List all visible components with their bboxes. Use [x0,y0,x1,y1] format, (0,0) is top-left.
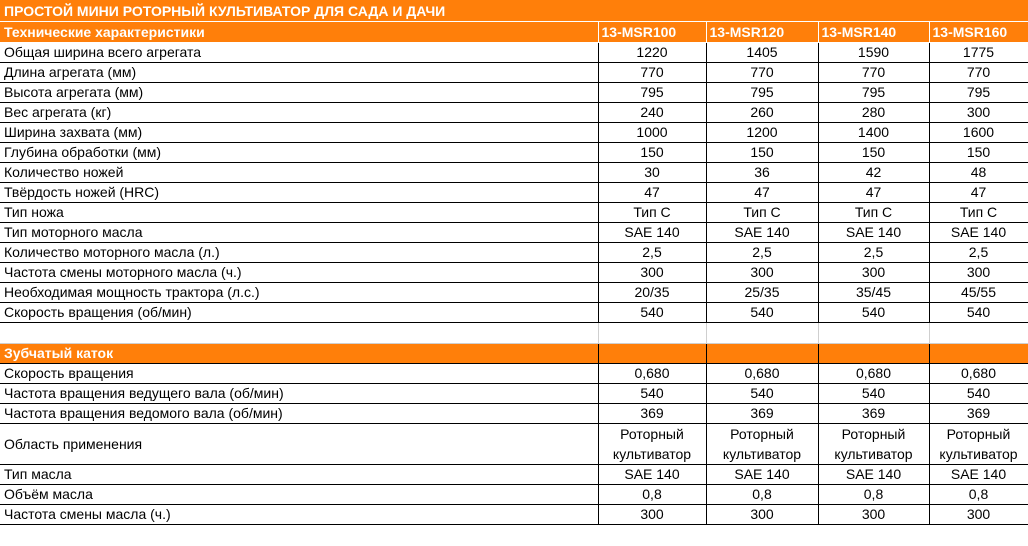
table-row [0,242,1028,262]
roller-rows [0,363,1028,524]
value-cell: 1600 [929,122,1028,142]
row-label: Количество моторного масла (л.) [0,242,598,262]
value-cell: 0,8 [929,484,1028,504]
value-cell: 150 [706,142,818,162]
value-cell: 795 [706,82,818,102]
row-label: Тип моторного масла [0,222,598,242]
value-cell: 1000 [598,122,706,142]
value-cell: 47 [598,182,706,202]
value-cell: 300 [706,262,818,282]
value-cell: 0,8 [598,484,706,504]
table-row [0,82,1028,102]
value-cell: 280 [818,102,929,122]
value-cell: 2,5 [818,242,929,262]
value-cell: 369 [929,403,1028,423]
row-label: Необходимая мощность трактора (л.с.) [0,282,598,302]
table-row [0,142,1028,162]
value-cell: Роторный культиватор [706,423,818,464]
model-header: 13-MSR140 [818,22,929,42]
table-row [0,302,1028,322]
table-row [0,363,1028,383]
table-row [0,62,1028,82]
row-label: Частота вращения ведомого вала (об/мин) [0,403,598,423]
value-cell: 0,8 [818,484,929,504]
value-cell: Тип С [818,202,929,222]
spacer-group [0,322,1028,363]
value-cell: 770 [598,62,706,82]
value-cell: 47 [706,182,818,202]
value-cell: 369 [598,403,706,423]
value-cell: 1405 [706,42,818,62]
table-row [0,504,1028,524]
table-row [0,262,1028,282]
row-label: Ширина захвата (мм) [0,122,598,142]
value-cell: 0,680 [598,363,706,383]
value-cell: 300 [818,504,929,524]
table-row [0,202,1028,222]
value-cell: SAE 140 [929,222,1028,242]
value-cell: SAE 140 [929,464,1028,484]
row-label: Общая ширина всего агрегата [0,42,598,62]
model-header: 13-MSR120 [706,22,818,42]
value-cell: 0,680 [706,363,818,383]
value-cell: 1200 [706,122,818,142]
value-cell: 770 [706,62,818,82]
model-header: 13-MSR100 [598,22,706,42]
row-label: Тип ножа [0,202,598,222]
table-row [0,122,1028,142]
spec-table [0,22,1028,525]
value-cell: 150 [929,142,1028,162]
row-label: Частота смены масла (ч.) [0,504,598,524]
value-cell: 540 [818,302,929,322]
value-cell: Роторный культиватор [598,423,706,464]
header-label: Технические характеристики [0,22,598,42]
value-cell: 300 [706,504,818,524]
value-cell: 42 [818,162,929,182]
model-header: 13-MSR160 [929,22,1028,42]
table-row [0,464,1028,484]
value-cell: Тип С [706,202,818,222]
value-cell: Роторный культиватор [818,423,929,464]
value-cell: Роторный культиватор [929,423,1028,464]
row-label: Скорость вращения [0,363,598,383]
value-cell: 300 [929,262,1028,282]
value-cell: 540 [598,383,706,403]
value-cell: 0,680 [929,363,1028,383]
value-cell: 300 [929,504,1028,524]
value-cell: 540 [706,302,818,322]
value-cell: 1400 [818,122,929,142]
spacer-row [0,322,1028,343]
value-cell: 25/35 [706,282,818,302]
value-cell: 540 [706,383,818,403]
value-cell: SAE 140 [706,222,818,242]
value-cell: 240 [598,102,706,122]
value-cell: 47 [929,182,1028,202]
table-row [0,162,1028,182]
value-cell: 36 [706,162,818,182]
value-cell: 540 [598,302,706,322]
value-cell: 35/45 [818,282,929,302]
value-cell: 300 [598,262,706,282]
value-cell: 150 [818,142,929,162]
row-label: Глубина обработки (мм) [0,142,598,162]
value-cell: SAE 140 [706,464,818,484]
value-cell: 2,5 [706,242,818,262]
value-cell: 540 [929,302,1028,322]
value-cell: 540 [818,383,929,403]
table-row [0,383,1028,403]
value-cell: 369 [818,403,929,423]
row-label: Высота агрегата (мм) [0,82,598,102]
row-label: Частота вращения ведущего вала (об/мин) [0,383,598,403]
table-row [0,42,1028,62]
table-row [0,182,1028,202]
row-label: Длина агрегата (мм) [0,62,598,82]
table-row [0,403,1028,423]
table-row [0,484,1028,504]
row-label: Количество ножей [0,162,598,182]
value-cell: 369 [706,403,818,423]
row-label: Частота смены моторного масла (ч.) [0,262,598,282]
value-cell: 1775 [929,42,1028,62]
table-row [0,282,1028,302]
row-label: Твёрдость ножей (HRC) [0,182,598,202]
value-cell: 540 [929,383,1028,403]
value-cell: 48 [929,162,1028,182]
value-cell: 300 [598,504,706,524]
value-cell: SAE 140 [818,464,929,484]
value-cell: 1220 [598,42,706,62]
row-label: Объём масла [0,484,598,504]
row-label: Область применения [0,423,598,464]
value-cell: 1590 [818,42,929,62]
value-cell: 795 [818,82,929,102]
value-cell: 45/55 [929,282,1028,302]
table-row [0,423,1028,464]
section-header: Зубчатый каток [0,343,598,363]
value-cell: SAE 140 [598,222,706,242]
value-cell: 2,5 [598,242,706,262]
value-cell: 150 [598,142,706,162]
value-cell: Тип С [929,202,1028,222]
value-cell: 2,5 [929,242,1028,262]
value-cell: 30 [598,162,706,182]
value-cell: 770 [929,62,1028,82]
value-cell: 795 [929,82,1028,102]
value-cell: 770 [818,62,929,82]
value-cell: 47 [818,182,929,202]
section-header-row [0,343,1028,363]
header-row [0,22,1028,42]
value-cell: 20/35 [598,282,706,302]
table-row [0,222,1028,242]
value-cell: Тип С [598,202,706,222]
table-row [0,102,1028,122]
value-cell: 300 [818,262,929,282]
value-cell: 300 [929,102,1028,122]
value-cell: SAE 140 [818,222,929,242]
row-label: Скорость вращения (об/мин) [0,302,598,322]
value-cell: 0,680 [818,363,929,383]
spec-rows [0,42,1028,322]
value-cell: 260 [706,102,818,122]
value-cell: 795 [598,82,706,102]
value-cell: SAE 140 [598,464,706,484]
row-label: Вес агрегата (кг) [0,102,598,122]
row-label: Тип масла [0,464,598,484]
page-title: ПРОСТОЙ МИНИ РОТОРНЫЙ КУЛЬТИВАТОР ДЛЯ САДА И ДАЧИ [0,0,1028,22]
value-cell: 0,8 [706,484,818,504]
